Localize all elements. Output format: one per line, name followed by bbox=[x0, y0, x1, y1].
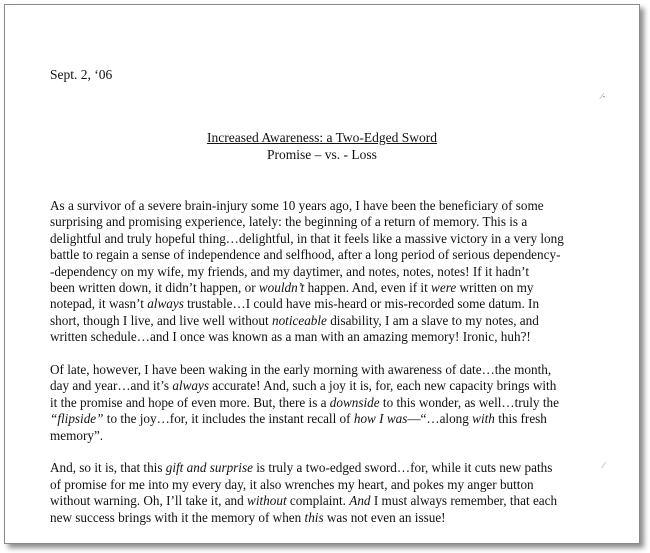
text-line bbox=[50, 280, 610, 296]
document-body bbox=[50, 198, 610, 542]
italic-text: downside bbox=[329, 394, 380, 410]
text-line bbox=[50, 329, 610, 345]
title-block bbox=[5, 129, 639, 163]
text-line bbox=[50, 214, 610, 230]
italic-text: And bbox=[349, 493, 371, 509]
text-line bbox=[50, 362, 610, 378]
text-run: -dependency on my wife, my friends, and my daytimer, and notes, notes, notes! If it hadn’t bbox=[50, 263, 529, 279]
text-line bbox=[50, 296, 610, 312]
text-run: And, so it is, that this bbox=[50, 460, 166, 476]
italic-text: without bbox=[247, 493, 287, 509]
document-page bbox=[4, 4, 640, 544]
text-run: —“…along bbox=[407, 411, 473, 427]
text-run: As a survivor of a severe brain-injury some 10 years ago, I have been the beneficiary of some bbox=[50, 198, 544, 213]
text-run: notepad, it wasn’t bbox=[50, 296, 148, 312]
text-run: delightful and truly hopeful thing…delightful, in that it feels like a massive victory in a very long bbox=[50, 230, 564, 246]
text-run: day and year…and it’s bbox=[50, 378, 173, 394]
italic-text: gift and surprise bbox=[165, 460, 253, 476]
italic-text: with bbox=[472, 411, 495, 427]
text-run: memory”. bbox=[50, 427, 104, 443]
italic-text: “flipside” bbox=[50, 411, 104, 427]
text-run: Of late, however, I have been waking in the early morning with awareness of date…the month, bbox=[50, 362, 552, 378]
body-paragraph bbox=[50, 198, 610, 346]
italic-text: wouldn’t bbox=[258, 280, 305, 296]
italic-text: always bbox=[147, 296, 184, 312]
text-run: is truly a two-edged sword…for, while it cuts new paths bbox=[252, 460, 553, 476]
body-paragraph bbox=[50, 362, 610, 444]
text-line bbox=[50, 395, 610, 411]
text-run: complaint. bbox=[286, 493, 350, 509]
text-run: written on my bbox=[456, 280, 534, 296]
italic-text: noticeable bbox=[271, 312, 327, 328]
text-run: happen. And, even if it bbox=[304, 280, 432, 296]
text-run: disability, I am a slave to my notes, and bbox=[326, 312, 539, 328]
text-line bbox=[50, 411, 610, 427]
italic-text: this bbox=[304, 509, 324, 525]
italic-text: were bbox=[431, 280, 457, 296]
text-line bbox=[50, 510, 610, 526]
text-line bbox=[50, 198, 610, 214]
text-run: accurate! And, such a joy it is, for, each new capacity brings with bbox=[208, 378, 557, 394]
text-run: new success brings with it the memory of when bbox=[50, 509, 305, 525]
text-run: battle to regain a sense of independence and selfhood, after a long period of serious dependency- bbox=[50, 247, 561, 263]
margin-scribble-icon: ∕ bbox=[603, 460, 605, 470]
text-run: I must always remember, that each bbox=[370, 493, 558, 509]
text-line bbox=[50, 231, 610, 247]
text-run: trustable…I could have mis-heard or mis-recorded some datum. In bbox=[183, 296, 540, 312]
text-line bbox=[50, 460, 610, 476]
document-subtitle: Promise – vs. - Loss bbox=[267, 147, 377, 162]
text-line bbox=[50, 247, 610, 263]
text-line bbox=[50, 428, 610, 444]
text-line bbox=[50, 264, 610, 280]
text-line bbox=[50, 313, 610, 329]
text-line bbox=[50, 378, 610, 394]
text-run: it the promise and hope of even more. But, there is a bbox=[50, 394, 330, 410]
document-date: Sept. 2, ‘06 bbox=[50, 67, 113, 82]
text-run: of promise for me into my every day, it also wrenches my heart, and pokes my anger button bbox=[50, 476, 534, 492]
text-line bbox=[50, 477, 610, 493]
text-run: this fresh bbox=[494, 411, 547, 427]
body-paragraph bbox=[50, 460, 610, 526]
text-run: been written down, it didn’t happen, or bbox=[50, 280, 259, 296]
text-run: short, though I live, and live well without bbox=[50, 312, 272, 328]
text-line bbox=[50, 493, 610, 509]
italic-text: always bbox=[172, 378, 209, 394]
italic-text: how I was bbox=[353, 411, 408, 427]
margin-scribble-icon: ∕‐ bbox=[601, 91, 606, 101]
text-run: without warning. Oh, I’ll take it, and bbox=[50, 493, 248, 509]
text-run: to the joy…for, it includes the instant recall of bbox=[103, 411, 354, 427]
document-title: Increased Awareness: a Two-Edged Sword bbox=[207, 130, 437, 145]
text-run: was not even an issue! bbox=[323, 509, 446, 525]
text-run: to this wonder, as well…truly the bbox=[379, 394, 559, 410]
text-run: surprising and promising experience, lately: the beginning of a return of memory. This is a bbox=[50, 214, 528, 230]
text-run: written schedule…and I once was known as a man with an amazing memory! Ironic, huh?! bbox=[50, 329, 531, 345]
